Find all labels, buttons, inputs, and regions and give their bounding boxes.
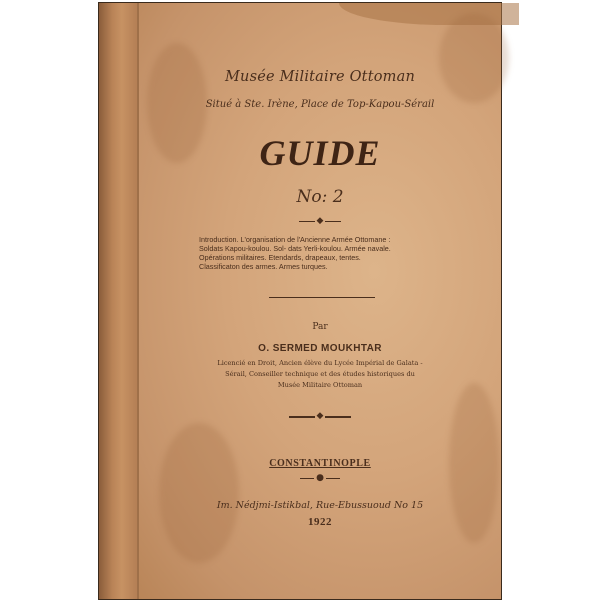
divider-rule: [269, 297, 375, 298]
contents-line: Soldats Kapou-koulou. Sol- dats Yerli-koulou. Armée navale.: [199, 244, 391, 253]
ornament-divider: ◆: [285, 412, 355, 421]
cover-title: GUIDE: [259, 133, 381, 173]
printer-imprint: Im. Nédjmi-Istikbal, Rue-Ebussuoud No 15: [216, 500, 424, 511]
publication-year: 1922: [308, 516, 332, 528]
author-name: O. SERMED MOUKHTAR: [258, 343, 382, 354]
ornament-divider: ●: [299, 474, 341, 483]
publication-city: CONSTANTINOPLE: [269, 458, 371, 469]
contents-line: Classificaton des armes. Armes turques.: [199, 262, 328, 271]
book-spine: [99, 3, 137, 599]
cover-text: [139, 3, 501, 599]
ornament-divider: ◆: [295, 217, 345, 226]
author-credentials-line: Musée Militaire Ottoman: [277, 381, 363, 389]
book: [99, 3, 501, 599]
by-label: Par: [312, 322, 328, 332]
author-credentials-line: Licencié en Droit, Ancien élève du Lycée Impérial de Galata -: [217, 359, 423, 367]
museum-name: Musée Militaire Ottoman: [225, 69, 415, 85]
contents-line: Introduction. L'organisation de l'Ancienne Armée Ottomane :: [199, 235, 391, 244]
contents-summary: [199, 235, 449, 271]
museum-location: Situé à Ste. Irène, Place de Top-Kapou-Sérail: [205, 99, 435, 110]
author-credentials-line: Sérail, Conseiller technique et des études historiques du: [225, 370, 415, 378]
guide-number: No: 2: [296, 187, 344, 207]
contents-line: Opérations militaires. Etendards, drapeaux, tentes.: [199, 253, 361, 262]
